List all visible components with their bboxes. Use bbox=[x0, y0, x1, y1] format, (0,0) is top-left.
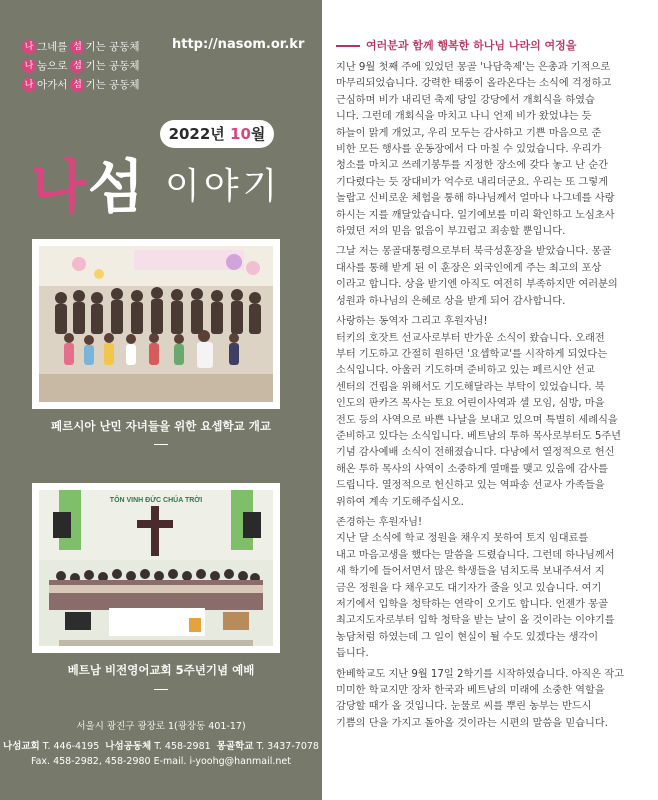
letter-line: 지난 9월 첫째 주에 있었던 몽골 '나담축제'는 은총과 기적으로 bbox=[336, 62, 611, 73]
slogan-text: 기는 공동체 bbox=[85, 41, 140, 53]
letter-line: 그날 저는 몽골대통령으로부터 북극성훈장을 받았습니다. 몽골 bbox=[336, 246, 612, 258]
letter-line: 하시는 지를 깨달았습니다. 일기예보를 미리 확인하고 노심초사 bbox=[336, 209, 615, 221]
letter-line: 이라고 합니다. 상을 받기엔 아직도 여전히 부족하지만 여러분의 bbox=[336, 279, 618, 291]
slogan-dot: 나 bbox=[22, 78, 36, 92]
church-photo-vietnam bbox=[39, 490, 273, 646]
letter-line: 기다렸다는 듯 장대비가 억수로 내리더군요. 우리는 또 그렇게 bbox=[336, 176, 608, 188]
slogan-dot: 섬 bbox=[70, 59, 84, 73]
letter-line: 센터의 건립을 위해서도 기도해달라는 부탁이 있었습니다. 북 bbox=[336, 381, 605, 393]
letter-line: 부터 기도하고 간절히 원하던 '요셉학교'를 시작하게 되었다는 bbox=[336, 348, 608, 360]
letter-line: 금은 정원을 다 채우고도 대기자가 줄을 잇고 있습니다. 여기 bbox=[336, 582, 602, 594]
photo-frame-1 bbox=[32, 239, 280, 409]
letter-line: 기쁨의 단을 가지고 돌아올 것이라는 시편의 말씀을 믿습니다. bbox=[336, 717, 608, 729]
footer-phones bbox=[0, 738, 322, 752]
slogan-text: 기는 공동체 bbox=[85, 60, 140, 72]
slogan-dot: 섬 bbox=[70, 40, 84, 54]
letter-line: 전도 등의 사역으로 바쁜 나날을 보내고 있으며 특별히 세례식을 bbox=[336, 414, 618, 426]
letter-paragraph bbox=[336, 244, 648, 310]
letter-line: 새 학기에 들어서면서 많은 학생들을 넘치도록 보내주셔서 지 bbox=[336, 566, 605, 578]
group-photo-persian-school bbox=[39, 246, 273, 402]
headline-rule bbox=[336, 45, 360, 47]
letter-line: 니다. 그런데 개회식을 마치고 나니 언제 비가 왔었냐는 듯 bbox=[336, 111, 592, 123]
newsletter-title bbox=[30, 140, 146, 224]
letter-line: 해온 투하 목사의 사역이 소중하게 열매를 맺고 있음에 감사를 bbox=[336, 463, 608, 475]
letter-line: 한베학교도 지난 9월 17일 2학기를 시작하였습니다. 아직은 작고 bbox=[336, 668, 625, 680]
issue-month: 10 bbox=[230, 125, 251, 143]
letter-line: 저기에서 입학을 청탁하는 연락이 오기도 합니다. 언젠가 몽골 bbox=[336, 599, 608, 610]
org-phone: T. 446-4195 bbox=[42, 741, 100, 752]
caption-divider bbox=[154, 444, 168, 445]
letter-body bbox=[336, 60, 648, 736]
letter-headline bbox=[336, 37, 648, 53]
org-name: 몽골학교 bbox=[216, 741, 254, 752]
letter-line: 하늘이 맑게 개었고, 우리 모두는 감사하고 기쁜 마음으로 준 bbox=[336, 127, 602, 139]
letter-paragraph bbox=[336, 667, 648, 733]
letter-line: 근심하며 비가 내리던 축제 당일 강당에서 개회식을 하였습 bbox=[336, 94, 595, 106]
letter-line: 위하여 계속 기도해주십시오. bbox=[336, 496, 464, 508]
group-photo-illustration bbox=[39, 246, 273, 402]
letter-line: 대사를 통해 받게 된 이 훈장은 외국인에게 주는 최고의 포상 bbox=[336, 262, 602, 274]
slogan-dot: 나 bbox=[22, 59, 36, 73]
letter-line: 듭니다. bbox=[336, 648, 369, 660]
letter-line: 농담처럼 하였는데 그 일이 현실이 될 수도 있겠다는 생각이 bbox=[336, 631, 599, 643]
letter-line: 터키의 호잣트 선교사로부터 반가운 소식이 왔습니다. 오래전 bbox=[336, 332, 605, 344]
slogan-dot: 섬 bbox=[70, 78, 84, 92]
contact-footer bbox=[0, 718, 322, 767]
letter-line: 존경하는 후원자님! bbox=[336, 516, 423, 528]
title-rest: 섬 bbox=[88, 153, 147, 221]
letter-line: 청소를 마치고 쓰레기봉투를 지정한 장소에 갖다 놓고 난 순간 bbox=[336, 160, 608, 172]
letter-line: 드립니다. 열정적으로 헌신하고 있는 역파송 선교사 가족들을 bbox=[336, 480, 605, 492]
photo-caption-1: 페르시아 난민 자녀들을 위한 요셉학교 개교 bbox=[51, 419, 271, 433]
headline-text: 여러분과 함께 행복한 하나님 나라의 여정을 bbox=[366, 39, 577, 52]
left-panel bbox=[0, 0, 322, 800]
title-accent: 나 bbox=[30, 153, 89, 221]
org-name: 나섬공동체 bbox=[105, 741, 152, 752]
letter-paragraph bbox=[336, 60, 648, 240]
slogan-2 bbox=[22, 56, 140, 75]
letter-paragraph bbox=[336, 314, 648, 511]
caption-divider bbox=[154, 689, 168, 690]
org-name: 나섬교회 bbox=[3, 741, 40, 752]
letter-line: 성원과 하나님의 은혜로 상을 받게 되어 감사합니다. bbox=[336, 295, 566, 307]
letter-line: 소식입니다. 아울러 기도하며 준비하고 있는 페르시안 선교 bbox=[336, 365, 595, 377]
slogan-text: 아가서 bbox=[37, 79, 68, 91]
letter-line: 기념 감사예배 소식이 전해졌습니다. 다낭에서 열정적으로 헌신 bbox=[336, 447, 615, 459]
slogan-text: 그네를 bbox=[37, 41, 68, 53]
letter-line: 지난 달 소식에 학교 정원을 채우지 못하여 토지 임대료를 bbox=[336, 533, 589, 545]
issue-date bbox=[160, 120, 274, 148]
issue-month-suffix: 월 bbox=[250, 125, 266, 143]
letter-line: 놀랍고 신비로운 체험을 통해 하나님께서 얼마나 나그네를 사랑 bbox=[336, 193, 615, 205]
letter-paragraph bbox=[336, 515, 648, 663]
org-phone: T. 458-2981 bbox=[154, 741, 211, 752]
letter-line: 감당할 때가 올 것입니다. 눈물로 씨를 뿌린 농부는 반드시 bbox=[336, 701, 592, 713]
issue-year: 2022년 bbox=[168, 125, 225, 143]
letter-line: 마무리되었습니다. 강력한 태풍이 올라온다는 소식에 걱정하고 bbox=[336, 78, 612, 90]
letter-line: 비한 모든 행사를 운동장에서 다 마칠 수 있었습니다. 우리가 bbox=[336, 144, 602, 156]
website-link[interactable]: http://nasom.or.kr bbox=[172, 37, 305, 52]
letter-line: 하였던 저의 믿음 없음이 부끄럽고 죄송할 뿐입니다. bbox=[336, 226, 566, 238]
photo-caption-2: 베트남 비전영어교회 5주년기념 예배 bbox=[67, 663, 255, 677]
footer-address: 서울시 광진구 광장로 1(광장동 401-17) bbox=[76, 721, 246, 732]
letter-line: 인도의 판카즈 목사는 토요 어린이사역과 셀 모임, 심방, 마을 bbox=[336, 398, 605, 410]
letter-line: 준비하고 있다는 소식입니다. 베트남의 투하 목사로부터도 5주년 bbox=[336, 430, 622, 442]
letter-panel bbox=[322, 0, 658, 800]
letter-line: 미미한 학교지만 장차 한국과 베트남의 미래에 소중한 역할을 bbox=[336, 685, 605, 697]
photo-frame-2 bbox=[32, 483, 280, 653]
letter-line: 내고 마음고생을 했다는 말씀을 드렸습니다. 그런데 하나님께서 bbox=[336, 549, 615, 561]
slogan-dot: 나 bbox=[22, 40, 36, 54]
slogan-text: 기는 공동체 bbox=[85, 79, 140, 91]
newsletter-subtitle: 이야기 bbox=[165, 166, 282, 207]
slogan-1 bbox=[22, 37, 140, 56]
slogan-3 bbox=[22, 75, 140, 94]
footer-fax-email: Fax. 458-2982, 458-2980 E-mail. i-yoohg@hanmail.net bbox=[31, 756, 291, 767]
church-photo-illustration bbox=[39, 490, 273, 646]
letter-line: 사랑하는 동역자 그리고 후원자님! bbox=[336, 316, 488, 328]
letter-line: 최고지도자로부터 입학 청탁을 받는 날이 올 것이라는 이야기를 bbox=[336, 615, 615, 627]
slogan-text: 눔으로 bbox=[37, 60, 68, 72]
slogans bbox=[22, 37, 140, 94]
org-phone: T. 3437-7078 bbox=[256, 741, 319, 752]
church-banner: TÔN VINH ĐỨC CHÚA TRỜI bbox=[109, 497, 203, 504]
